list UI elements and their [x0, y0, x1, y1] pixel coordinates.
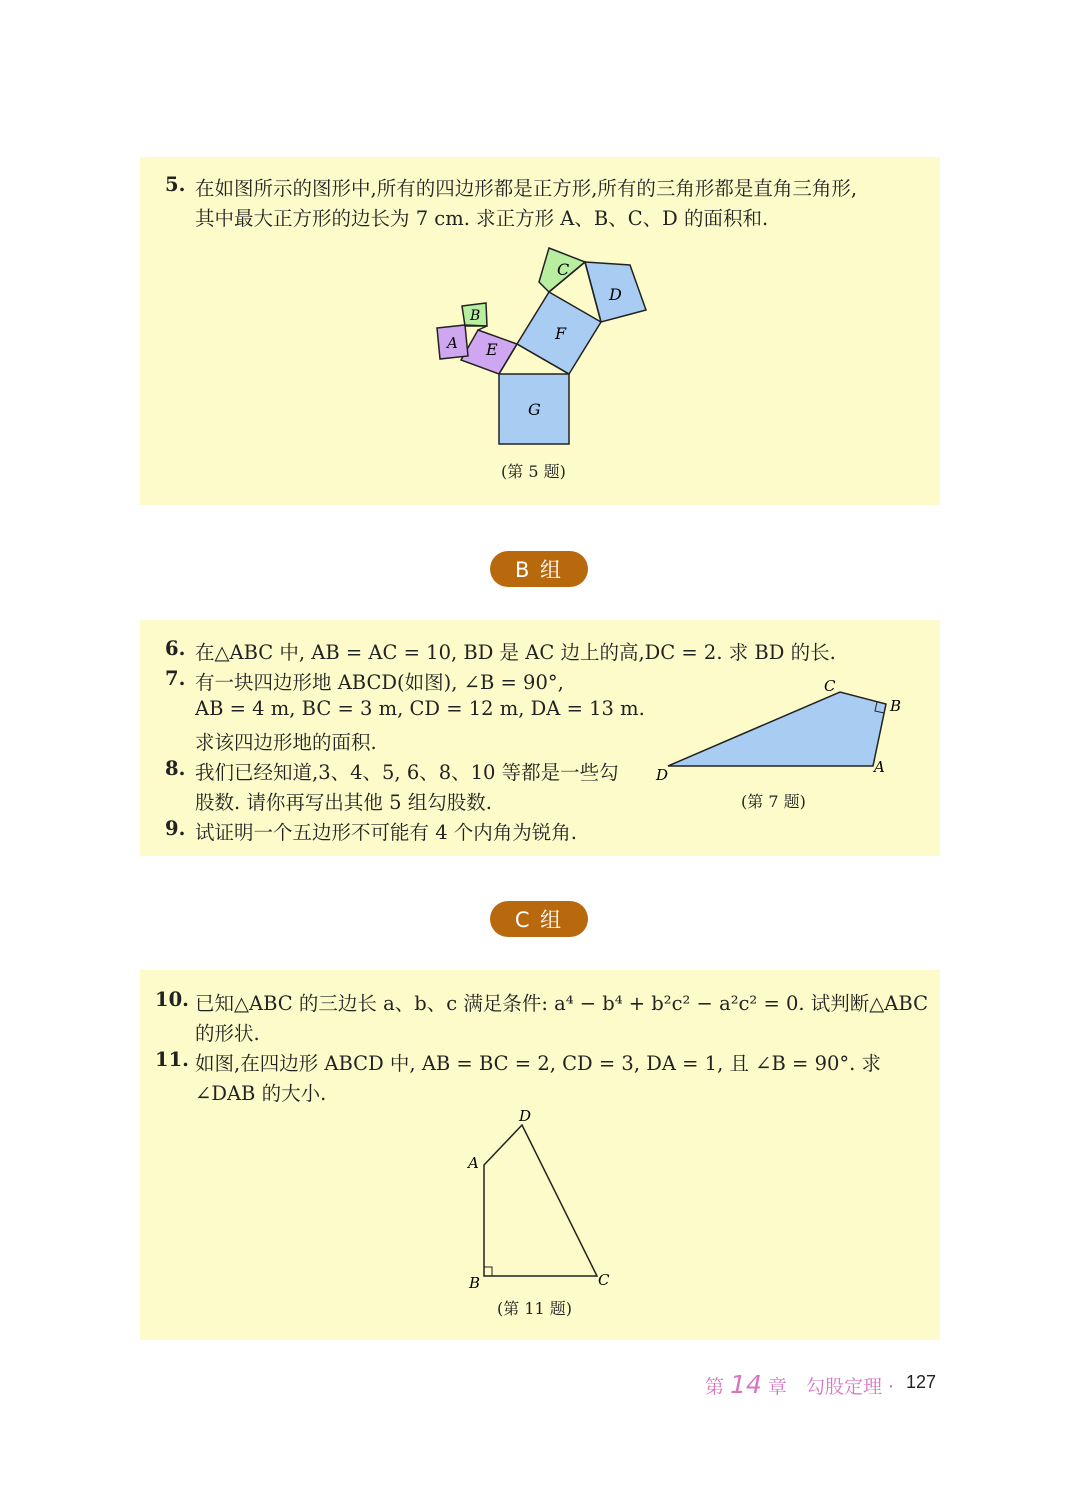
problem-7-number: 7.: [165, 667, 186, 690]
fig7-label-c: C: [824, 677, 836, 695]
label-g: G: [528, 400, 541, 419]
problem-8-text-line-2: 股数. 请你再写出其他 5 组勾股数.: [195, 791, 492, 814]
problem-8-number: 8.: [165, 757, 186, 780]
problem-10-text-line-1: 已知△ABC 的三边长 a、b、c 满足条件: a⁴ − b⁴ + b²c² − a²c² = 0. 试判断△ABC: [195, 992, 928, 1015]
problem-9-number: 9.: [165, 817, 186, 840]
fig11-label-a: A: [468, 1154, 479, 1172]
label-f: F: [555, 324, 567, 343]
figure-11-caption: (第 11 题): [497, 1299, 573, 1318]
fig7-label-d: D: [656, 766, 669, 784]
label-a: A: [447, 334, 458, 352]
fig11-label-d: D: [519, 1107, 532, 1125]
fig11-label-b: B: [469, 1274, 481, 1292]
problem-7-text-line-2: AB = 4 m, BC = 3 m, CD = 12 m, DA = 13 m.: [195, 697, 645, 720]
problem-6-number: 6.: [165, 637, 186, 660]
group-b-badge: B 组: [490, 551, 588, 587]
footer-chapter-suffix: 章: [767, 1376, 787, 1398]
footer-chapter: [705, 1370, 787, 1399]
quadrilateral-abcd-outline: [484, 1125, 597, 1276]
fig11-label-c: C: [598, 1271, 610, 1289]
problem-6-text: 在△ABC 中, AB = AC = 10, BD 是 AC 边上的高,DC = 2. 求 BD 的长.: [195, 641, 836, 664]
label-e: E: [486, 340, 498, 359]
page-number: 127: [906, 1372, 937, 1392]
quadrilateral-abcd: [668, 692, 886, 766]
problem-10-number: 10.: [155, 988, 189, 1011]
problem-11-number: 11.: [155, 1048, 189, 1071]
quadrilateral-11-figure: [460, 1100, 620, 1295]
fig7-label-a: A: [874, 758, 885, 776]
label-c: C: [557, 260, 570, 279]
problem-11-text-line-2: ∠DAB 的大小.: [195, 1082, 327, 1105]
problem-5-number: 5.: [165, 173, 186, 196]
pythagoras-tree-figure: [420, 240, 670, 455]
group-c-badge: C 组: [490, 901, 588, 937]
figure-7-caption: (第 7 题): [741, 792, 806, 811]
problem-5-text-line-1: 在如图所示的图形中,所有的四边形都是正方形,所有的三角形都是直角三角形,: [195, 177, 858, 200]
right-angle-mark-b: [484, 1267, 492, 1276]
problem-7-text-line-1: 有一块四边形地 ABCD(如图), ∠B = 90°,: [195, 671, 564, 694]
footer-chapter-title: 勾股定理 ·: [806, 1376, 895, 1398]
label-d: D: [609, 285, 622, 304]
problem-10-text-line-2: 的形状.: [195, 1022, 260, 1045]
figure-5-caption: (第 5 题): [501, 462, 566, 481]
problem-5-text-line-2: 其中最大正方形的边长为 7 cm. 求正方形 A、B、C、D 的面积和.: [195, 207, 769, 230]
quadrilateral-7-figure: [650, 672, 920, 787]
triangle-left: [465, 325, 487, 330]
problem-11-text-line-1: 如图,在四边形 ABCD 中, AB = BC = 2, CD = 3, DA = 1, 且 ∠B = 90°. 求: [195, 1052, 882, 1075]
fig7-label-b: B: [890, 697, 902, 715]
problem-8-text-line-1: 我们已经知道,3、4、5, 6、8、10 等都是一些勾: [195, 761, 619, 784]
problem-7-text-line-3: 求该四边形地的面积.: [195, 731, 377, 754]
problem-9-text: 试证明一个五边形不可能有 4 个内角为锐角.: [195, 821, 578, 844]
footer-chapter-prefix: 第: [705, 1376, 725, 1398]
label-b: B: [470, 308, 481, 324]
footer-chapter-number: 14: [730, 1370, 762, 1399]
